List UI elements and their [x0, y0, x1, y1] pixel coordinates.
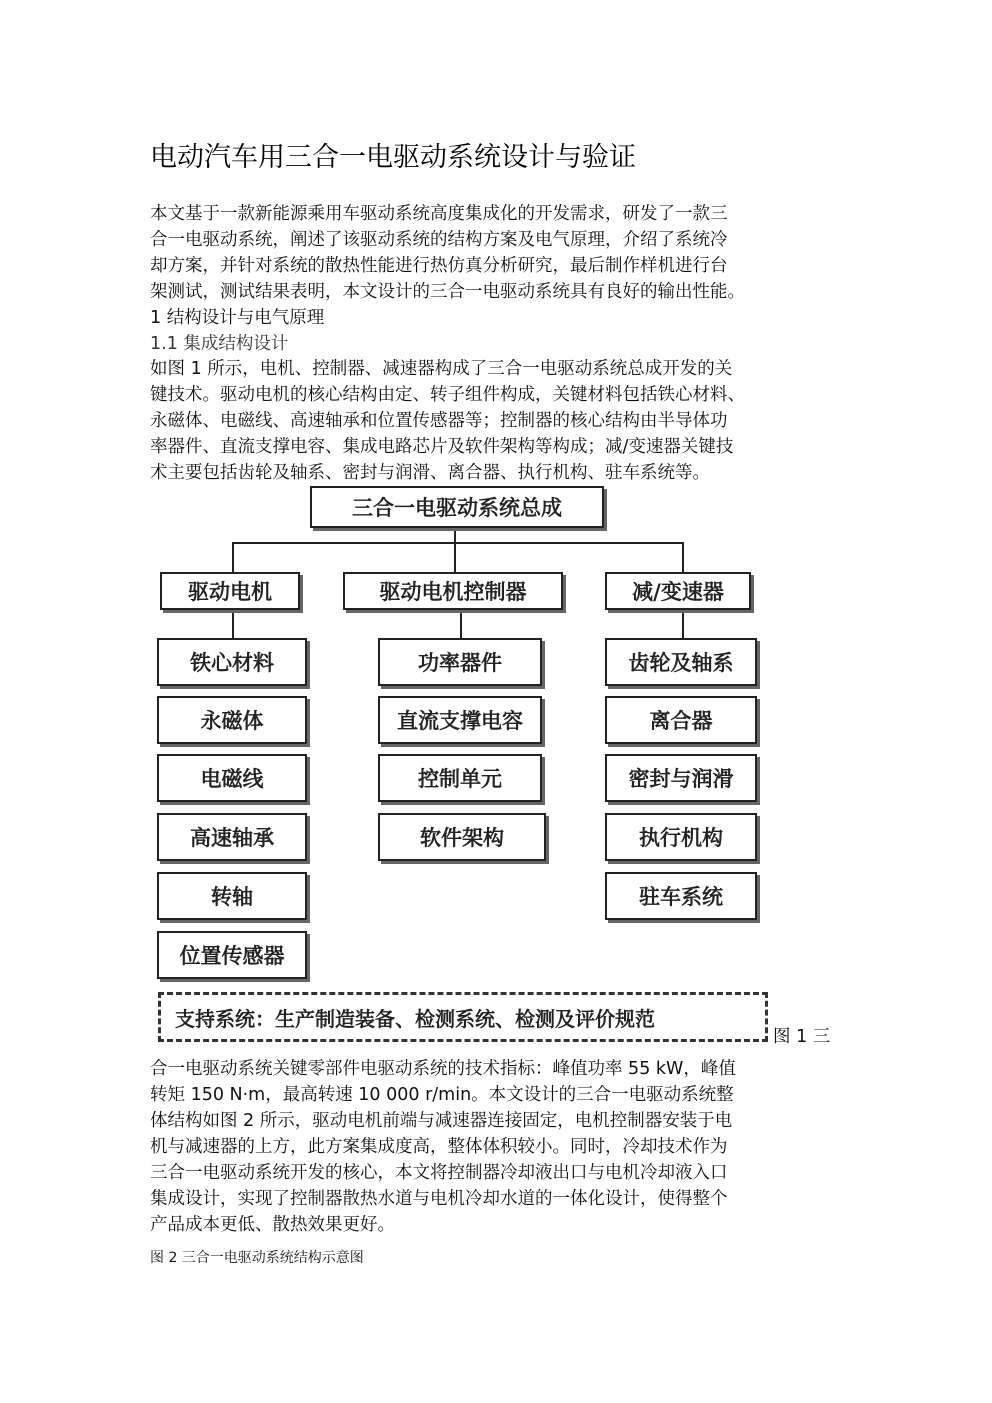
motor-item-box: 位置传感器	[157, 931, 307, 979]
paragraph-line: 术主要包括齿轮及轴系、密封与润滑、离合器、执行机构、驻车系统等。	[150, 463, 710, 483]
connector-line	[232, 542, 684, 544]
section-heading-1-1: 1.1 集成结构设计	[150, 334, 289, 354]
abstract-line: 本文基于一款新能源乘用车驱动系统高度集成化的开发需求，研发了一款三	[150, 204, 728, 224]
body-paragraph-1	[150, 356, 850, 486]
reducer-item-box: 执行机构	[605, 813, 757, 861]
paragraph-line: 集成设计，实现了控制器散热水道与电机冷却水道的一体化设计，使得整个	[150, 1189, 728, 1209]
controller-item-box: 直流支撑电容	[378, 696, 542, 744]
reducer-item-box: 密封与润滑	[605, 754, 757, 802]
reducer-item-box: 离合器	[605, 696, 757, 744]
paragraph-line: 永磁体、电磁线、高速轴承和位置传感器等；控制器的核心结构由半导体功	[150, 411, 728, 431]
reducer-item-box: 驻车系统	[605, 872, 757, 920]
paragraph-line: 合一电驱动系统关键零部件电驱动系统的技术指标：峰值功率 55 kW，峰值	[150, 1059, 736, 1079]
connector-line	[232, 610, 234, 638]
controller-item-box: 软件架构	[378, 813, 546, 861]
support-system-box: 支持系统：生产制造装备、检测系统、检测及评价规范	[158, 992, 768, 1042]
figure-1-caption: 图 1 三	[773, 1027, 831, 1047]
connector-line	[682, 542, 684, 572]
paragraph-line: 三合一电驱动系统开发的核心，本文将控制器冷却液出口与电机冷却液入口	[150, 1163, 728, 1183]
controller-box: 驱动电机控制器	[343, 572, 563, 610]
document-title: 电动汽车用三合一电驱动系统设计与验证	[150, 142, 636, 173]
paragraph-line: 体结构如图 2 所示，驱动电机前端与减速器连接固定，电机控制器安装于电	[150, 1111, 733, 1131]
root-box: 三合一电驱动系统总成	[310, 486, 604, 528]
connector-line	[682, 610, 684, 638]
connector-line	[460, 610, 462, 638]
motor-item-box: 电磁线	[157, 754, 307, 802]
paragraph-line: 率器件、直流支撑电容、集成电路芯片及软件架构等构成；减/变速器关键技	[150, 437, 734, 457]
motor-item-box: 高速轴承	[157, 813, 307, 861]
abstract-line: 合一电驱动系统，阐述了该驱动系统的结构方案及电气原理，介绍了系统冷	[150, 230, 728, 250]
motor-item-box: 永磁体	[157, 696, 307, 744]
figure-2-caption: 图 2 三合一电驱动系统结构示意图	[150, 1250, 364, 1266]
paragraph-line: 机与减速器的上方，此方案集成度高，整体体积较小。同时，冷却技术作为	[150, 1137, 728, 1157]
abstract-line: 却方案，并针对系统的散热性能进行热仿真分析研究，最后制作样机进行台	[150, 256, 728, 276]
connector-line	[454, 527, 456, 543]
section-heading-1: 1 结构设计与电气原理	[150, 308, 325, 328]
abstract	[150, 201, 850, 305]
reducer-item-box: 齿轮及轴系	[605, 638, 757, 686]
controller-item-box: 控制单元	[378, 754, 542, 802]
motor-item-box: 转轴	[157, 872, 307, 920]
reducer-box: 减/变速器	[605, 572, 751, 610]
connector-line	[454, 542, 456, 572]
abstract-line: 架测试，测试结果表明，本文设计的三合一电驱动系统具有良好的输出性能。	[150, 282, 745, 302]
paragraph-line: 如图 1 所示，电机、控制器、减速器构成了三合一电驱动系统总成开发的关	[150, 359, 733, 379]
paragraph-line: 产品成本更低、散热效果更好。	[150, 1215, 395, 1235]
motor-box: 驱动电机	[160, 572, 300, 610]
controller-item-box: 功率器件	[378, 638, 542, 686]
paragraph-line: 转矩 150 N·m，最高转速 10 000 r/min。本文设计的三合一电驱动系统整	[150, 1085, 734, 1105]
connector-line	[232, 542, 234, 572]
motor-item-box: 铁心材料	[157, 638, 307, 686]
body-paragraph-2	[150, 1056, 850, 1238]
paragraph-line: 键技术。驱动电机的核心结构由定、转子组件构成，关键材料包括铁心材料、	[150, 385, 745, 405]
